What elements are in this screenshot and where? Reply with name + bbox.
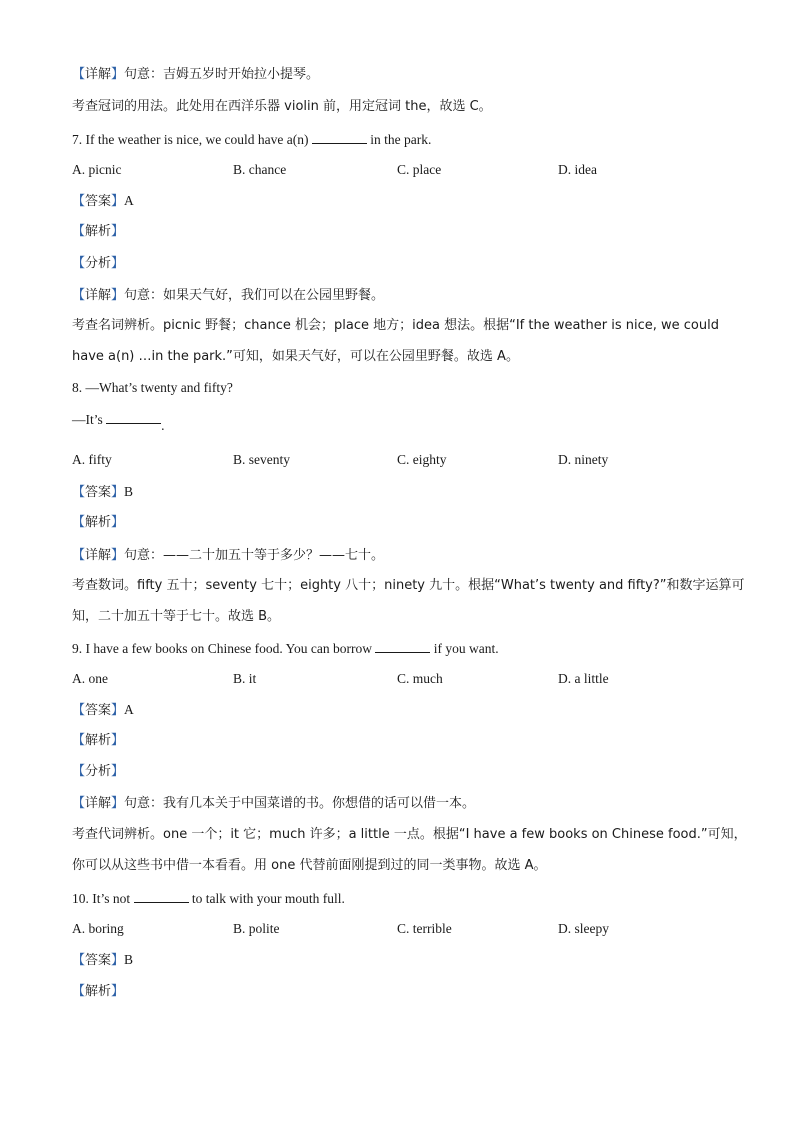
- option-d: D. idea: [558, 162, 597, 177]
- q8-explain-line-2: 知，二十加五十等于七十。故选 B。: [72, 609, 281, 624]
- answer-blank: [312, 129, 367, 144]
- q8-detail-line: 【详解】句意：——二十加五十等于多少？——七十。: [72, 548, 385, 563]
- option-a: A. one: [72, 671, 108, 686]
- q8-explain-line-1: 考查数词。fifty 五十；seventy 七十；eighty 八十；ninety 九十。根据“What’s twenty and fifty?”和数字运算可: [72, 578, 745, 593]
- option-b: B. it: [233, 671, 257, 686]
- q10-analysis-label: 【解析】: [72, 984, 125, 999]
- option-c: C. eighty: [397, 452, 447, 467]
- option-a: A. fifty: [72, 452, 112, 467]
- q7-options: [72, 160, 732, 180]
- detail-tag: 【详解】: [72, 67, 125, 82]
- option-d: D. a little: [558, 671, 609, 686]
- answer-blank: [134, 888, 189, 903]
- q8-reply: —It’s .: [72, 409, 165, 429]
- q7-explain-line-1: 考查名词辨析。picnic 野餐；chance 机会；place 地方；idea 想法。根据“If the weather is nice, we could: [72, 318, 719, 333]
- q9-detail-line: 【详解】句意：我有几本关于中国菜谱的书。你想借的话可以借一本。: [72, 796, 476, 811]
- option-b: B. seventy: [233, 452, 290, 467]
- q9-stem: 9. I have a few books on Chinese food. You can borrow if you want.: [72, 638, 499, 658]
- q10-options: [72, 919, 732, 939]
- q8-options: [72, 450, 732, 470]
- q9-answer: 【答案】A: [72, 702, 134, 718]
- q9-options: [72, 669, 732, 689]
- option-d: D. ninety: [558, 452, 609, 467]
- q8-stem: 8. —What’s twenty and fifty?: [72, 380, 233, 395]
- q6-detail-line: 【详解】句意：吉姆五岁时开始拉小提琴。: [72, 67, 320, 82]
- answer-blank: [375, 638, 430, 653]
- option-c: C. much: [397, 671, 443, 686]
- option-a: A. boring: [72, 921, 124, 936]
- q8-analysis-label: 【解析】: [72, 515, 125, 530]
- option-a: A. picnic: [72, 162, 122, 177]
- q7-fenxi-label: 【分析】: [72, 256, 125, 271]
- q7-stem: 7. If the weather is nice, we could have a(n) in the park.: [72, 129, 431, 149]
- option-b: B. chance: [233, 162, 287, 177]
- q9-explain-line-1: 考查代词辨析。one 一个；it 它；much 许多；a little 一点。根据“I have a few books on Chinese food.”可知，: [72, 827, 747, 842]
- q9-explain-line-2: 你可以从这些书中借一本看看。用 one 代替前面刚提到过的同一类事物。故选 A。: [72, 858, 547, 873]
- q9-analysis-label: 【解析】: [72, 733, 125, 748]
- option-c: C. place: [397, 162, 442, 177]
- answer-blank: [106, 409, 161, 424]
- option-d: D. sleepy: [558, 921, 609, 936]
- q7-answer: 【答案】A: [72, 193, 134, 209]
- q8-answer: 【答案】B: [72, 484, 134, 500]
- option-c: C. terrible: [397, 921, 452, 936]
- q7-analysis-label: 【解析】: [72, 224, 125, 239]
- q7-explain-line-2: have a(n) …in the park.”可知，如果天气好，可以在公园里野餐。故选 A。: [72, 349, 519, 364]
- q9-fenxi-label: 【分析】: [72, 764, 125, 779]
- q6-explain-line: 考查冠词的用法。此处用在西洋乐器 violin 前，用定冠词 the，故选 C。: [72, 99, 492, 114]
- q10-answer: 【答案】B: [72, 952, 134, 968]
- q10-stem: 10. It’s not to talk with your mouth full.: [72, 888, 345, 908]
- q7-detail-line: 【详解】句意：如果天气好，我们可以在公园里野餐。: [72, 288, 385, 303]
- option-b: B. polite: [233, 921, 280, 936]
